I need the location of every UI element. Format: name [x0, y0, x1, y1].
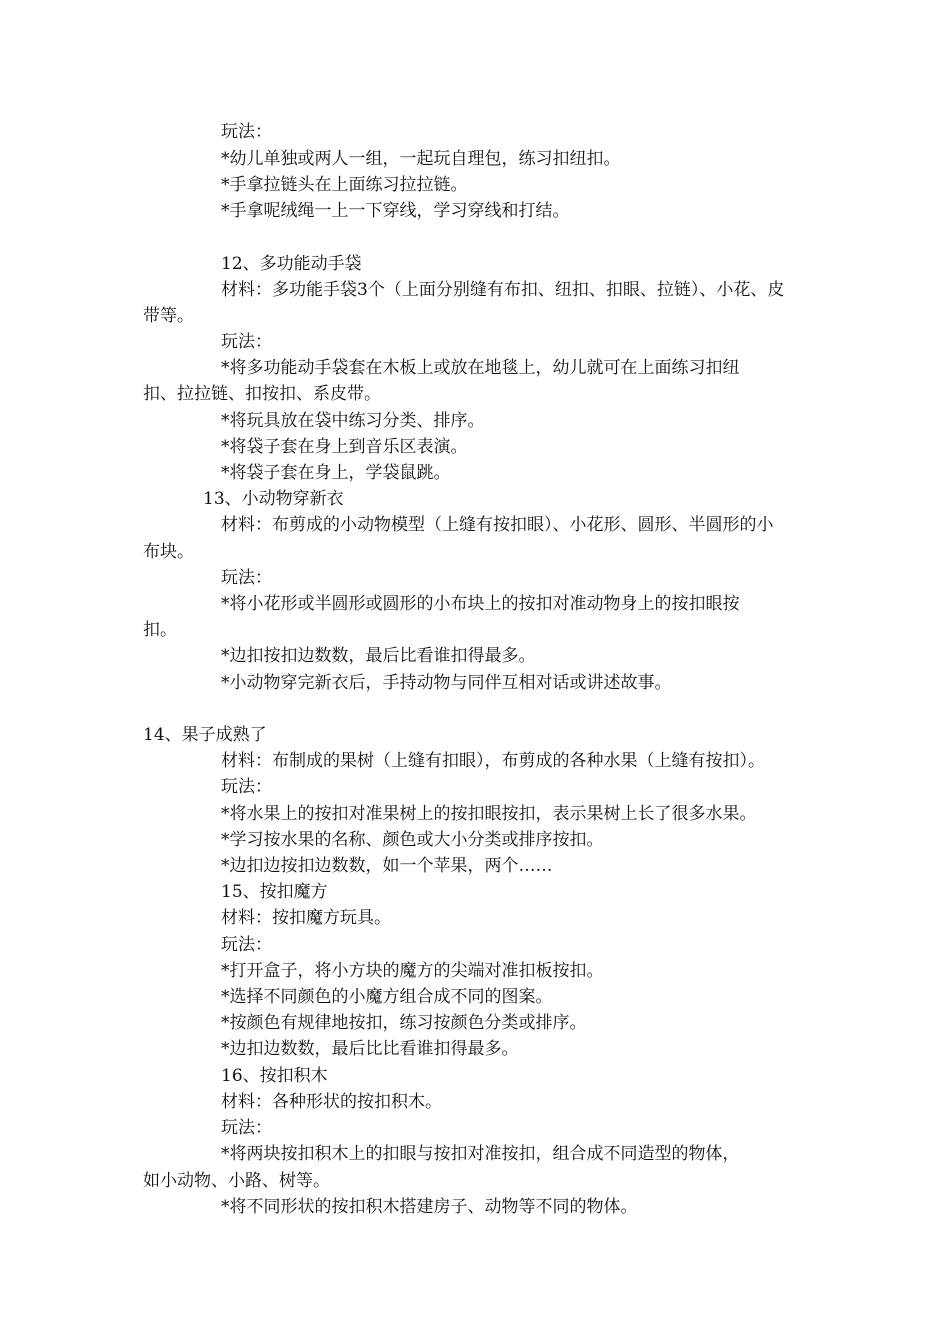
text-line: 带等。: [143, 306, 194, 326]
text-line: 材料：布剪成的小动物模型（上缝有按扣眼）、小花形、圆形、半圆形的小: [221, 515, 774, 535]
section-heading: 14、果子成熟了: [143, 725, 267, 745]
text-line: *将袋子套在身上到音乐区表演。: [221, 437, 468, 457]
text-line: *手拿呢绒绳一上一下穿线，学习穿线和打结。: [221, 201, 570, 221]
text-line: 玩法：: [221, 935, 272, 955]
section-heading: 12、多功能动手袋: [221, 254, 362, 274]
text-line: *按颜色有规律地按扣，练习按颜色分类或排序。: [221, 1013, 587, 1033]
text-line: *学习按水果的名称、颜色或大小分类或排序按扣。: [221, 830, 604, 850]
text-line: *选择不同颜色的小魔方组合成不同的图案。: [221, 987, 553, 1007]
text-line: 玩法：: [221, 777, 272, 797]
text-line: 材料：布制成的果树（上缝有扣眼），布剪成的各种水果（上缝有按扣）。: [221, 751, 765, 771]
text-line: *边扣按扣边数数，最后比看谁扣得最多。: [221, 646, 536, 666]
text-line: 布块。: [143, 542, 194, 562]
text-line: *边扣边按扣边数数，如一个苹果，两个……: [221, 856, 553, 876]
text-line: 材料：按扣魔方玩具。: [221, 908, 391, 928]
text-line: 材料：各种形状的按扣积木。: [221, 1092, 442, 1112]
text-line: 玩法：: [221, 332, 272, 352]
text-line: 扣、拉拉链、扣按扣、系皮带。: [143, 384, 381, 404]
text-line: 玩法：: [221, 1118, 272, 1138]
text-line: *将水果上的按扣对准果树上的按扣眼按扣，表示果树上长了很多水果。: [221, 804, 757, 824]
section-heading: 15、按扣魔方: [221, 882, 328, 902]
text-line: *将不同形状的按扣积木搭建房子、动物等不同的物体。: [221, 1197, 638, 1217]
text-line: *将玩具放在袋中练习分类、排序。: [221, 411, 485, 431]
text-line: 玩法：: [221, 568, 272, 588]
text-line: *将小花形或半圆形或圆形的小布块上的按扣对准动物身上的按扣眼按: [221, 594, 740, 614]
text-line: *手拿拉链头在上面练习拉拉链。: [221, 175, 468, 195]
text-line: 扣。: [143, 620, 177, 640]
text-line: *打开盒子，将小方块的魔方的尖端对准扣板按扣。: [221, 961, 604, 981]
text-line: 材料：多功能手袋3个（上面分别缝有布扣、纽扣、扣眼、拉链）、小花、皮: [221, 280, 785, 300]
text-line: *小动物穿完新衣后，手持动物与同伴互相对话或讲述故事。: [221, 673, 672, 693]
text-line: *将袋子套在身上，学袋鼠跳。: [221, 463, 451, 483]
section-heading: 13、小动物穿新衣: [203, 489, 344, 509]
text-line: 如小动物、小路、树等。: [143, 1171, 330, 1191]
text-line: *将多功能动手袋套在木板上或放在地毯上，幼儿就可在上面练习扣纽: [221, 358, 740, 378]
section-heading: 16、按扣积木: [221, 1066, 328, 1086]
text-line: 玩法：: [221, 122, 272, 142]
text-line: *边扣边数数，最后比比看谁扣得最多。: [221, 1039, 519, 1059]
text-line: *幼儿单独或两人一组，一起玩自理包，练习扣纽扣。: [221, 149, 621, 169]
text-line: *将两块按扣积木上的扣眼与按扣对准按扣，组合成不同造型的物体，: [221, 1144, 740, 1164]
